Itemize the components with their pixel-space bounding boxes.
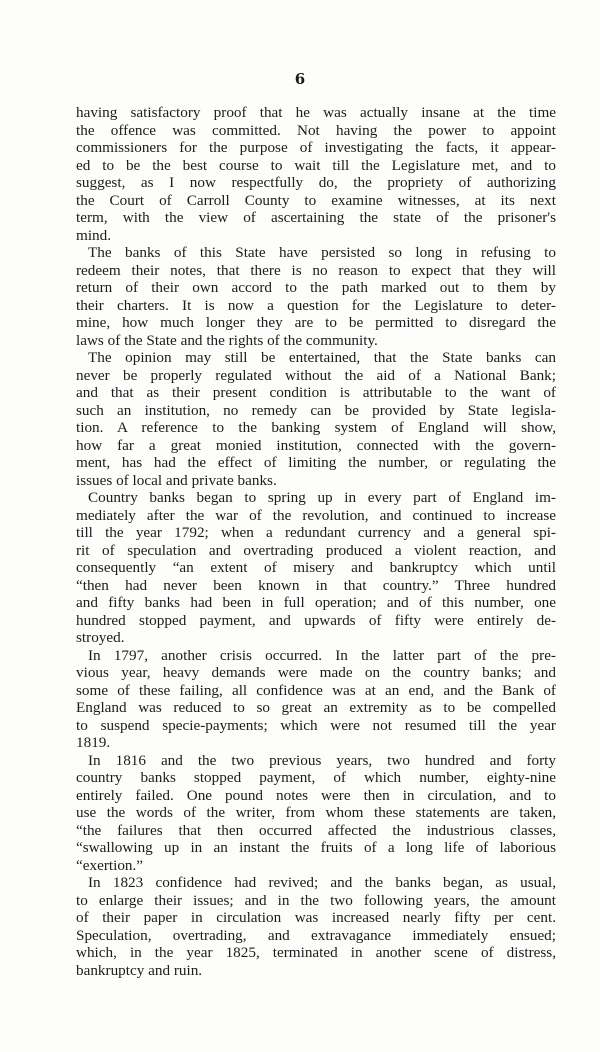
text-line: bankruptcy and ruin. (76, 961, 203, 979)
text-line: to suspend specie-payments; which were not resumed till the year (76, 716, 556, 734)
paragraph (76, 874, 556, 979)
text-line: vious year, heavy demands were made on the country banks; and (76, 664, 556, 681)
text-line: ed to be the best course to wait till the Legislature met, and to (76, 156, 556, 174)
text-line: mine, how much longer they are to be permitted to disregard the (76, 314, 556, 331)
text-line: mediately after the war of the revolution, and continued to increase (76, 506, 556, 524)
text-line: “exertion.” (76, 856, 144, 874)
paragraph (76, 489, 556, 647)
text-line: 1819. (76, 734, 111, 751)
text-line: The opinion may still be entertained, that the State banks can (88, 349, 556, 366)
text-line: use the words of the writer, from whom these statements are taken, (76, 804, 556, 821)
text-line: stroyed. (76, 629, 125, 646)
text-line: In 1797, another crisis occurred. In the latter part of the pre- (88, 646, 556, 664)
text-line: laws of the State and the rights of the community. (76, 331, 378, 349)
text-line: some of these failing, all confidence was at an end, and the Bank of (76, 681, 556, 699)
paragraph (76, 647, 556, 752)
paragraph (76, 244, 556, 349)
text-line: The banks of this State have persisted so long in refusing to (88, 244, 556, 261)
text-line: the offence was committed. Not having the power to appoint (76, 121, 556, 139)
text-line: of their paper in circulation was increased nearly fifty per cent. (76, 909, 556, 926)
text-line: such an institution, no remedy can be provided by State legisla- (76, 401, 556, 419)
text-line: commissioners for the purpose of investigating the facts, it appear- (76, 139, 556, 156)
text-line: hundred stopped payment, and upwards of fifty were entirely de- (76, 611, 556, 629)
text-line: “swallowing up in an instant the fruits of a long life of laborious (76, 839, 556, 856)
text-line: country banks stopped payment, of which number, eighty-nine (76, 769, 556, 786)
text-line: never be properly regulated without the aid of a National Bank; (76, 366, 556, 384)
text-line: Speculation, overtrading, and extravagance immediately ensued; (76, 926, 556, 944)
paragraph (76, 104, 556, 244)
page-number: 6 (294, 70, 306, 88)
text-line: to enlarge their issues; and in the two following years, the amount (76, 891, 556, 909)
text-line: how far a great monied institution, connected with the govern- (76, 436, 556, 454)
text-line: and that as their present condition is attributable to the want of (76, 384, 556, 401)
text-line: having satisfactory proof that he was actually insane at the time (76, 104, 556, 121)
text-line: return of their own accord to the path marked out to them by (76, 279, 556, 296)
text-line: issues of local and private banks. (76, 471, 277, 489)
text-line: tion. A reference to the banking system of England will show, (76, 419, 556, 436)
text-line: consequently “an extent of misery and bankruptcy which until (76, 559, 556, 576)
text-line: their charters. It is now a question for the Legislature to deter- (76, 296, 556, 314)
text-line: term, with the view of ascertaining the state of the prisoner's (76, 209, 556, 226)
text-line: “the failures that then occurred affected the industrious classes, (76, 821, 556, 839)
text-line: mind. (76, 226, 112, 244)
paragraph (76, 349, 556, 489)
text-line: In 1823 confidence had revived; and the banks began, as usual, (88, 874, 556, 891)
text-line: “then had never been known in that country.” Three hundred (76, 576, 556, 594)
text-line: redeem their notes, that there is no reason to expect that they will (76, 261, 556, 279)
text-line: suggest, as I now respectfully do, the propriety of authorizing (76, 174, 556, 191)
paragraph (76, 752, 556, 875)
text-line: entirely failed. One pound notes were then in circulation, and to (76, 786, 556, 804)
text-line: Country banks began to spring up in every part of England im- (88, 489, 556, 506)
text-line: In 1816 and the two previous years, two hundred and forty (88, 751, 556, 769)
text-line: the Court of Carroll County to examine witnesses, at its next (76, 191, 556, 209)
text-line: and fifty banks had been in full operation; and of this number, one (76, 594, 556, 611)
text-line: which, in the year 1825, terminated in another scene of distress, (76, 944, 556, 961)
text-line: till the year 1792; when a redundant currency and a general spi- (76, 524, 556, 541)
text-line: England was reduced to so great an extremity as to be compelled (76, 699, 556, 716)
text-line: ment, has had the effect of limiting the number, or regulating the (76, 454, 556, 471)
text-line: rit of speculation and overtrading produced a violent reaction, and (76, 541, 556, 559)
body-text (76, 104, 556, 979)
